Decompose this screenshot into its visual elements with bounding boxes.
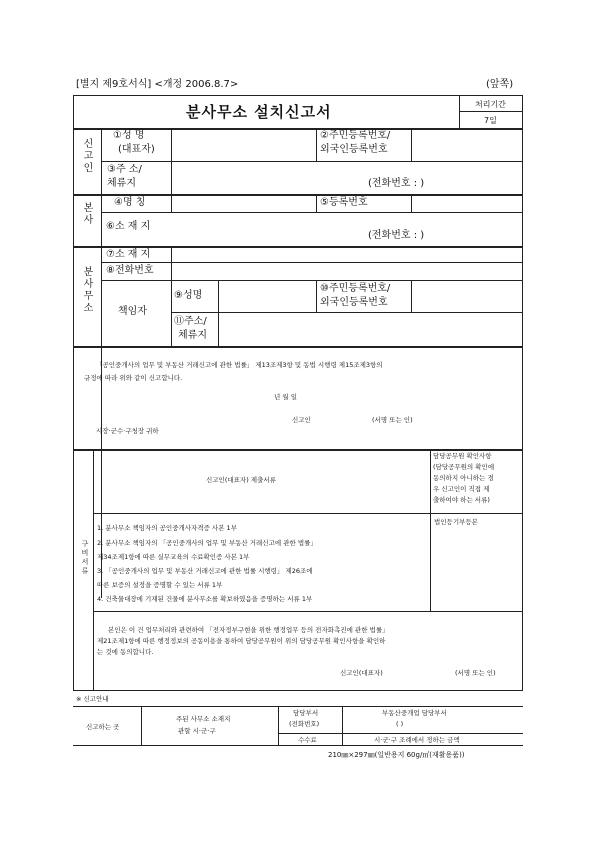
declaration-date: 년 월 일 — [274, 393, 297, 401]
applicant-address-sub: 체류지 — [107, 178, 136, 189]
consent-sign: (서명 또는 인) — [455, 669, 496, 677]
manager-address-field[interactable] — [221, 315, 519, 343]
manager-address-sub: 체류지 — [178, 330, 207, 341]
verify-header-5: 출하여야 하는 서류) — [433, 496, 490, 504]
consent-line-1: 본인은 이 건 업무처리와 관련하여 「전자정부구현을 위한 행정업무 등의 전자화촉진에 관한 법률」 — [108, 626, 389, 634]
branch-phone-field[interactable] — [174, 264, 519, 278]
declaration-line-2: 규정에 따라 위와 같이 신고합니다. — [84, 374, 183, 382]
consent-line-2: 제21조제1항에 따른 행정정보의 공동이용을 통하여 담당공무원이 위의 담당공무원 확인사항을 확인하 — [97, 637, 386, 645]
manager-rrn-label: ⑩주민등록번호/ — [320, 283, 391, 294]
head-office-name-field[interactable] — [174, 196, 312, 210]
head-office-location-field[interactable] — [174, 215, 519, 243]
applicant-rrn-field[interactable] — [414, 131, 519, 157]
manager-name-label: ⑨성명 — [174, 290, 203, 301]
guide-dept-label-2: (전화번호) — [289, 720, 320, 728]
form-title: 분사무소 설치신고서 — [186, 103, 332, 121]
period-value: 7일 — [484, 116, 497, 125]
applicant-section-label: 신고인 — [81, 138, 92, 174]
verify-header-1: 담당공무원 확인사항 — [433, 452, 492, 460]
applicant-name-field[interactable] — [174, 131, 312, 157]
submit-header: 신고인(대표자) 제출서류 — [206, 476, 276, 484]
paper-size-footer: 210㎜×297㎜(일반용지 60g/㎡(재활용품)) — [328, 751, 465, 759]
document-item-1: 1. 분사무소 책임자의 공인중개사자격증 사본 1부 — [97, 524, 237, 532]
document-item-4: 4. 건축물대장에 기재된 건물에 분사무소를 확보하였음을 증명하는 서류 1부 — [97, 595, 313, 603]
head-office-section-label: 본사 — [81, 202, 92, 226]
guide-where-value-2: 관할 시·군·구 — [178, 727, 216, 735]
manager-rrn-field[interactable] — [414, 283, 519, 309]
guide-fee-value: 시·군·구 조례에서 정하는 금액 — [374, 736, 460, 744]
manager-name-field[interactable] — [221, 283, 312, 309]
verify-header-4: 우 신고인이 직접 제 — [433, 485, 490, 493]
applicant-rrn-label: ②주민등록번호/ — [320, 130, 391, 141]
verify-item: 법인등기부등본 — [434, 518, 478, 526]
branch-manager-label: 책임자 — [118, 306, 147, 317]
declaration-addressee: 시장·군수·구청장 귀하 — [96, 427, 159, 435]
head-office-phone: (전화번호 : ) — [368, 230, 425, 241]
branch-location-label: ⑦소 재 지 — [106, 249, 151, 260]
document-item-3b: 따른 보증의 설정을 증명할 수 있는 서류 1부 — [97, 581, 223, 589]
branch-section-label: 분사무소 — [81, 266, 92, 314]
applicant-name-label: ①성 명 — [113, 130, 145, 141]
page-side: (앞쪽) — [486, 79, 514, 90]
document-item-3a: 3. 「공인중개사의 업무 및 부동산 거래신고에 관한 법률 시행령」 제26조에 — [97, 567, 313, 575]
head-office-name-label: ④명 칭 — [114, 197, 146, 208]
applicant-rrn-sub: 외국인등록번호 — [320, 144, 388, 155]
declaration-line-1: 「공인중개사의 업무 및 부동산 거래신고에 관한 법률」 제13조제3항 및 동법 시행령 제15조제3항의 — [96, 361, 383, 369]
documents-section-label: 구비서류 — [81, 540, 89, 576]
guide-dept-value-1: 부동산중개업 담당부서 — [382, 709, 447, 717]
guide-dept-label-1: 담당부서 — [293, 709, 319, 717]
manager-address-label: ⑪주소/ — [174, 316, 207, 327]
consent-line-3: 는 것에 동의합니다. — [97, 648, 154, 656]
head-office-reg-label: ⑤등록번호 — [320, 197, 368, 208]
guide-where-value-1: 주된 사무소 소재지 — [176, 715, 231, 723]
manager-rrn-sub: 외국인등록번호 — [320, 297, 388, 308]
guide-fee-label: 수수료 — [298, 736, 317, 744]
consent-signer: 신고인(대표자) — [340, 669, 383, 677]
document-item-2a: 2. 분사무소 책임자의 「공인중개사의 업무 및 부동산 거래신고에 관한 법률」 — [97, 539, 317, 547]
document-item-2b: 제34조제1항에 따른 실무교육의 수료확인증 사본 1부 — [97, 553, 250, 561]
head-office-reg-field[interactable] — [414, 196, 519, 210]
applicant-address-label: ③주 소/ — [107, 164, 142, 175]
guide-title: ※ 신고안내 — [76, 695, 109, 703]
applicant-name-sub: (대표자) — [118, 144, 155, 155]
form-number: [별지 제9호서식] <개정 2006.8.7> — [76, 79, 239, 90]
verify-header-3: 동의하지 아니하는 경 — [433, 474, 494, 482]
declaration-sign: (서명 또는 인) — [372, 416, 413, 424]
declaration-signer: 신고인 — [292, 416, 311, 424]
guide-where-label: 신고하는 곳 — [86, 723, 120, 731]
applicant-address-field[interactable] — [174, 164, 519, 190]
head-office-location-label: ⑥소 재 지 — [106, 221, 151, 232]
branch-phone-label: ⑧전화번호 — [106, 265, 154, 276]
verify-header-2: (담당공무원의 확인에 — [433, 463, 495, 471]
branch-location-field[interactable] — [174, 248, 519, 260]
period-label: 처리기간 — [475, 100, 506, 109]
guide-dept-value-2: ( ) — [396, 720, 404, 728]
applicant-phone: (전화번호 : ) — [368, 178, 425, 189]
